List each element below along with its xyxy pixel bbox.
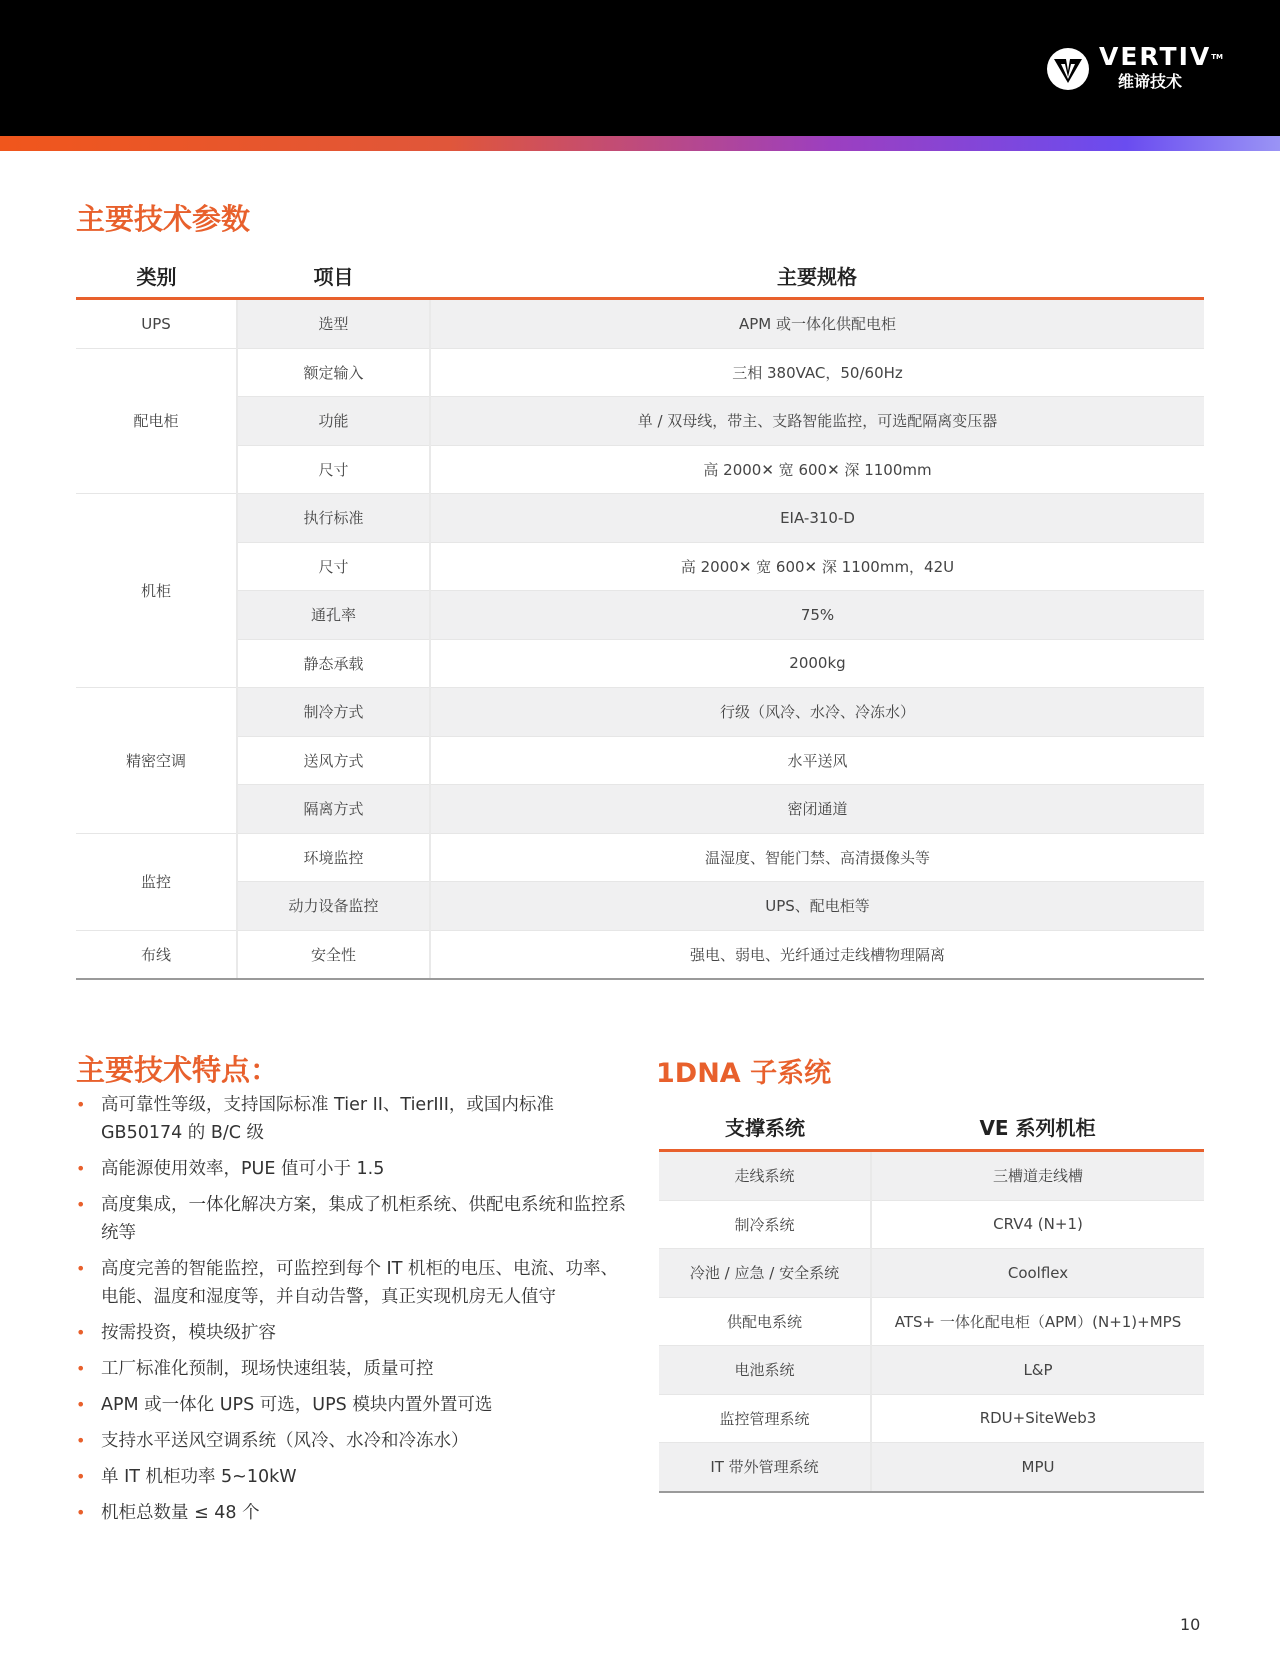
- list-item: • 工厂标准化预制，现场快速组装，质量可控: [76, 1355, 626, 1383]
- category-cell: 监控: [76, 833, 237, 930]
- subsystem-value-cell: ATS+ 一体化配电柜（APM）(N+1)+MPS: [871, 1297, 1204, 1346]
- item-cell: 功能: [237, 397, 430, 446]
- column-header-item: 项目: [237, 254, 430, 299]
- item-cell: 额定输入: [237, 348, 430, 397]
- table-row: [76, 736, 1204, 785]
- page-number: 10: [1180, 1615, 1201, 1634]
- params-section-title: 主要技术参数: [76, 202, 251, 236]
- list-item: • 高度集成，一体化解决方案，集成了机柜系统、供配电系统和监控系统等: [76, 1191, 626, 1247]
- table-header-row: [659, 1104, 1204, 1151]
- column-header-support-system: 支撑系统: [659, 1104, 871, 1151]
- brand-name: VERTIV™: [1099, 42, 1224, 71]
- subsystem-value-cell: RDU+SiteWeb3: [871, 1394, 1204, 1443]
- vertiv-logo: [1046, 42, 1224, 95]
- spec-cell: 75%: [430, 591, 1204, 640]
- subsystem-value-cell: MPU: [871, 1443, 1204, 1492]
- table-row: [76, 494, 1204, 543]
- subsystems-section-title: 1DNA 子系统: [656, 1058, 832, 1089]
- item-cell: 安全性: [237, 930, 430, 979]
- spec-cell: 行级（风冷、水冷、冷冻水）: [430, 688, 1204, 737]
- item-cell: 通孔率: [237, 591, 430, 640]
- item-cell: 尺寸: [237, 542, 430, 591]
- vertiv-logo-icon: [1046, 47, 1090, 91]
- category-cell: UPS: [76, 299, 237, 349]
- technical-parameters-table: [76, 254, 1204, 980]
- list-item: • 单 IT 机柜功率 5~10kW: [76, 1463, 626, 1491]
- item-cell: 静态承载: [237, 639, 430, 688]
- list-item: • 高能源使用效率，PUE 值可小于 1.5: [76, 1155, 626, 1183]
- subsystem-name-cell: 电池系统: [659, 1346, 871, 1395]
- spec-cell: 密闭通道: [430, 785, 1204, 834]
- table-row: [76, 348, 1204, 397]
- spec-cell: 温湿度、智能门禁、高清摄像头等: [430, 833, 1204, 882]
- list-item: • 按需投资，模块级扩容: [76, 1319, 626, 1347]
- table-row: [76, 299, 1204, 349]
- item-cell: 制冷方式: [237, 688, 430, 737]
- table-row: [659, 1151, 1204, 1201]
- subsystem-name-cell: 供配电系统: [659, 1297, 871, 1346]
- category-cell: 布线: [76, 930, 237, 979]
- features-list: [76, 1091, 626, 1535]
- column-header-spec: 主要规格: [430, 254, 1204, 299]
- table-row: [659, 1443, 1204, 1492]
- table-row: [659, 1346, 1204, 1395]
- spec-cell: 2000kg: [430, 639, 1204, 688]
- category-cell: 配电柜: [76, 348, 237, 494]
- table-row: [76, 591, 1204, 640]
- spec-cell: UPS、配电柜等: [430, 882, 1204, 931]
- subsystem-value-cell: L&P: [871, 1346, 1204, 1395]
- table-row: [76, 688, 1204, 737]
- spec-cell: EIA-310-D: [430, 494, 1204, 543]
- list-item: • 高度完善的智能监控，可监控到每个 IT 机柜的电压、电流、功率、电能、温度和湿度等，并自动告警，真正实现机房无人值守: [76, 1255, 626, 1311]
- column-header-ve-series: VE 系列机柜: [871, 1104, 1204, 1151]
- spec-cell: 高 2000✕ 宽 600✕ 深 1100mm: [430, 445, 1204, 494]
- table-row: [659, 1200, 1204, 1249]
- spec-cell: 单 / 双母线，带主、支路智能监控，可选配隔离变压器: [430, 397, 1204, 446]
- table-row: [76, 445, 1204, 494]
- item-cell: 隔离方式: [237, 785, 430, 834]
- subsystem-name-cell: 监控管理系统: [659, 1394, 871, 1443]
- item-cell: 送风方式: [237, 736, 430, 785]
- spec-cell: 高 2000✕ 宽 600✕ 深 1100mm，42U: [430, 542, 1204, 591]
- table-row: [659, 1297, 1204, 1346]
- table-row: [76, 785, 1204, 834]
- subsystem-name-cell: 走线系统: [659, 1151, 871, 1201]
- table-row: [659, 1249, 1204, 1298]
- list-item: • 机柜总数量 ≤ 48 个: [76, 1499, 626, 1527]
- table-row: [76, 397, 1204, 446]
- table-row: [76, 930, 1204, 979]
- table-row: [659, 1394, 1204, 1443]
- spec-cell: 强电、弱电、光纤通过走线槽物理隔离: [430, 930, 1204, 979]
- subsystem-value-cell: CRV4 (N+1): [871, 1200, 1204, 1249]
- brand-name-cn: 维谛技术: [1118, 72, 1183, 91]
- subsystem-name-cell: 制冷系统: [659, 1200, 871, 1249]
- table-row: [76, 833, 1204, 882]
- list-item: • APM 或一体化 UPS 可选，UPS 模块内置外置可选: [76, 1391, 626, 1419]
- spec-cell: APM 或一体化供配电柜: [430, 299, 1204, 349]
- category-cell: 精密空调: [76, 688, 237, 834]
- features-section-title: 主要技术特点：: [76, 1053, 280, 1087]
- header-gradient-strip: [0, 136, 1280, 151]
- spec-cell: 水平送风: [430, 736, 1204, 785]
- category-cell: 机柜: [76, 494, 237, 688]
- table-row: [76, 639, 1204, 688]
- list-item: • 支持水平送风空调系统（风冷、水冷和冷冻水）: [76, 1427, 626, 1455]
- table-row: [76, 542, 1204, 591]
- subsystem-name-cell: 冷池 / 应急 / 安全系统: [659, 1249, 871, 1298]
- item-cell: 尺寸: [237, 445, 430, 494]
- column-header-category: 类别: [76, 254, 237, 299]
- brand-trademark: TM: [1211, 53, 1224, 61]
- item-cell: 执行标准: [237, 494, 430, 543]
- list-item: • 高可靠性等级，支持国际标准 Tier II、TierIII，或国内标准 GB50174 的 B/C 级: [76, 1091, 626, 1147]
- spec-cell: 三相 380VAC，50/60Hz: [430, 348, 1204, 397]
- table-header-row: [76, 254, 1204, 299]
- table-row: [76, 882, 1204, 931]
- item-cell: 动力设备监控: [237, 882, 430, 931]
- subsystems-table: [659, 1104, 1204, 1493]
- subsystem-name-cell: IT 带外管理系统: [659, 1443, 871, 1492]
- item-cell: 选型: [237, 299, 430, 349]
- subsystem-value-cell: Coolflex: [871, 1249, 1204, 1298]
- subsystem-value-cell: 三槽道走线槽: [871, 1151, 1204, 1201]
- item-cell: 环境监控: [237, 833, 430, 882]
